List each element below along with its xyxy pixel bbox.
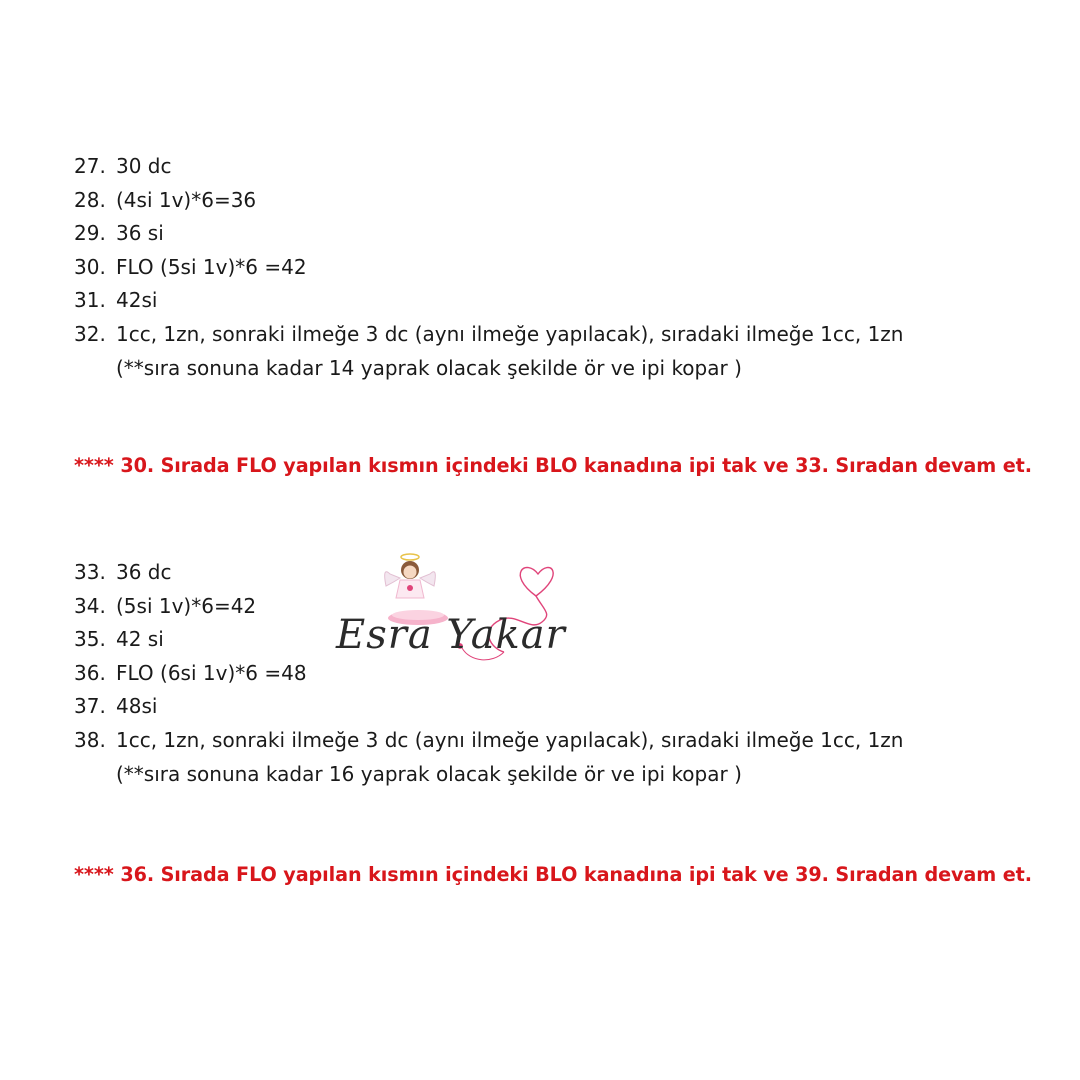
- pattern-rows-27-32: [74, 150, 903, 385]
- row-number: 35.: [74, 627, 106, 652]
- row-34: [74, 590, 903, 624]
- pattern-rows-33-38: [74, 556, 903, 791]
- row-instruction: 36 si: [116, 221, 164, 246]
- row-32: [74, 318, 903, 352]
- row-36: [74, 657, 903, 691]
- row-30: [74, 251, 903, 285]
- row-number: 32.: [74, 321, 106, 346]
- row-instruction: 1cc, 1zn, sonraki ilmeğe 3 dc (aynı ilmeğe yapılacak), sıradaki ilmeğe 1cc, 1zn: [116, 321, 904, 346]
- row-instruction: (4si 1v)*6=36: [116, 187, 257, 212]
- row-27: [74, 150, 903, 184]
- row-32-continuation: (**sıra sonuna kadar 14 yaprak olacak şekilde ör ve ipi kopar ): [116, 355, 742, 380]
- row-instruction: FLO (5si 1v)*6 =42: [116, 254, 307, 279]
- row-33: [74, 556, 903, 590]
- row-instruction: 36 dc: [116, 560, 172, 584]
- row-35: [74, 623, 903, 657]
- row-38: [74, 724, 903, 758]
- row-number: 34.: [74, 593, 106, 618]
- row-number: 30.: [74, 254, 106, 279]
- watermark-text: Esra Yakar: [336, 612, 566, 658]
- row-number: 28.: [74, 187, 106, 212]
- row-number: 29.: [74, 221, 106, 246]
- row-number: 31.: [74, 288, 106, 313]
- row-number: 27.: [74, 154, 106, 178]
- row-instruction: (5si 1v)*6=42: [116, 593, 257, 618]
- row-instruction: FLO (6si 1v)*6 =48: [116, 660, 307, 685]
- row-31: [74, 284, 903, 318]
- red-note-row-39: **** 36. Sırada FLO yapılan kısmın içindeki BLO kanadına ipi tak ve 39. Sıradan devam et.: [74, 863, 1032, 886]
- row-instruction: 42 si: [116, 627, 164, 652]
- row-number: 37.: [74, 694, 106, 719]
- row-37: [74, 690, 903, 724]
- red-note-row-33: **** 30. Sırada FLO yapılan kısmın içindeki BLO kanadına ipi tak ve 33. Sıradan devam et.: [74, 454, 1032, 477]
- row-instruction: 30 dc: [116, 154, 172, 178]
- row-number: 38.: [74, 727, 106, 752]
- row-38-continuation: (**sıra sonuna kadar 16 yaprak olacak şekilde ör ve ipi kopar ): [116, 761, 742, 786]
- row-number: 33.: [74, 560, 106, 584]
- row-instruction: 42si: [116, 288, 158, 313]
- row-28: [74, 184, 903, 218]
- row-instruction: 1cc, 1zn, sonraki ilmeğe 3 dc (aynı ilmeğe yapılacak), sıradaki ilmeğe 1cc, 1zn: [116, 727, 904, 752]
- row-instruction: 48si: [116, 694, 158, 719]
- row-number: 36.: [74, 660, 106, 685]
- row-29: [74, 217, 903, 251]
